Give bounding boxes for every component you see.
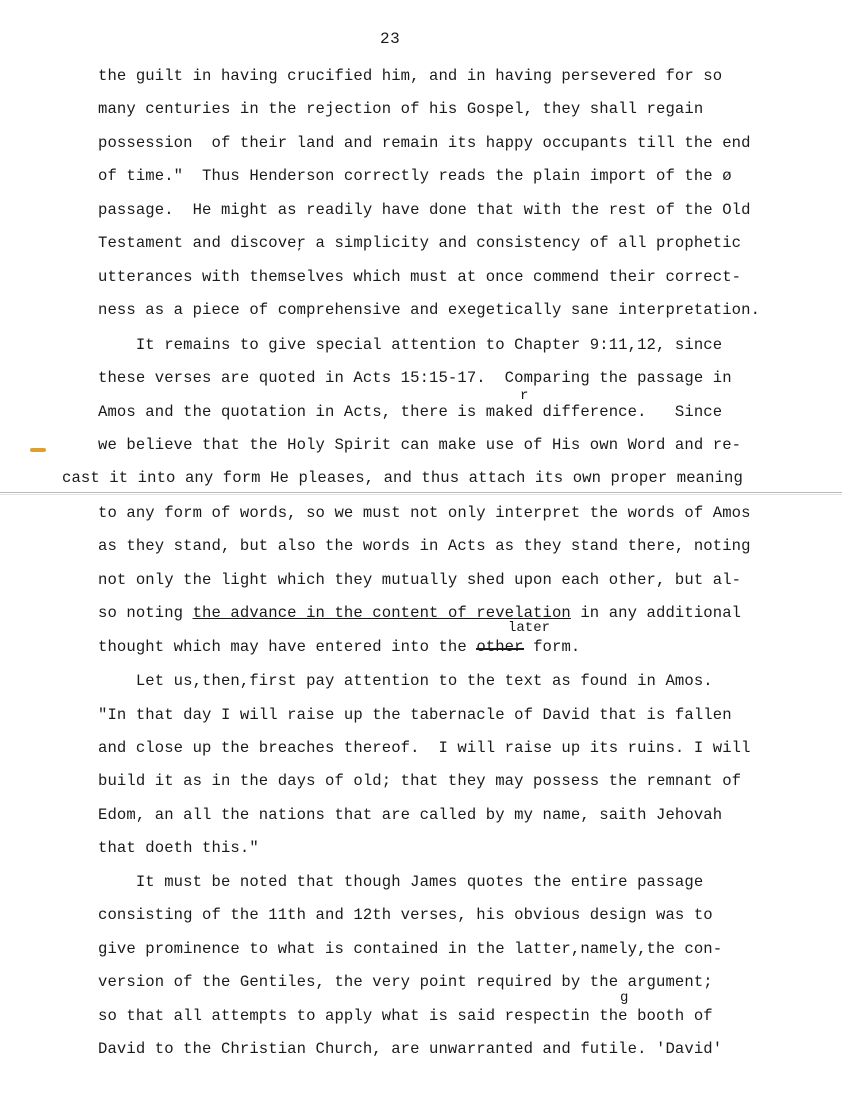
text-line: passage. He might as readily have done that with the rest of the Old: [98, 201, 751, 219]
text-line: ness as a piece of comprehensive and exegetically sane interpretation.: [98, 301, 761, 319]
text-line: build it as in the days of old; that they may possess the remnant of: [98, 772, 742, 790]
underlined-phrase: the advance in the content of revelation: [192, 604, 571, 622]
text-line: David to the Christian Church, are unwarranted and futile. 'David': [98, 1040, 723, 1058]
text-line: many centuries in the rejection of his Gospel, they shall regain: [98, 100, 704, 118]
text-line: Edom, an all the nations that are called by my name, saith Jehovah: [98, 806, 723, 824]
handwritten-insertion-r: r: [520, 388, 529, 404]
text-line: Amos and the quotation in Acts, there is maked difference. Since: [98, 403, 723, 421]
text-line: Let us,then,first pay attention to the text as found in Amos.: [98, 672, 713, 690]
text-segment: so noting: [98, 604, 193, 622]
text-segment: thought which may have entered into the: [98, 638, 477, 656]
text-segment: form.: [523, 638, 581, 656]
text-line: Testament and discoveŗ a simplicity and consistency of all prophetic: [98, 234, 742, 252]
text-line: as they stand, but also the words in Acts as they stand there, noting: [98, 537, 751, 555]
text-line: not only the light which they mutually shed upon each other, but al-: [98, 571, 742, 589]
text-line: give prominence to what is contained in the latter,namely,the con-: [98, 940, 723, 958]
text-line: these verses are quoted in Acts 15:15-17. Comparing the passage in: [98, 369, 732, 387]
text-line: of time." Thus Henderson correctly reads the plain import of the ø: [98, 167, 732, 185]
text-line: the guilt in having crucified him, and in having persevered for so: [98, 67, 723, 85]
text-line: to any form of words, so we must not only interpret the words of Amos: [98, 504, 751, 522]
handwritten-insertion-g: g: [620, 990, 629, 1006]
struck-word: other: [476, 638, 524, 656]
text-line: It remains to give special attention to Chapter 9:11,12, since: [98, 336, 723, 354]
text-line: utterances with themselves which must at once commend their correct-: [98, 268, 742, 286]
text-segment: in any additional: [570, 604, 742, 622]
text-line-with-strike: [98, 637, 580, 657]
text-line: cast it into any form He pleases, and thus attach its own proper meaning: [62, 469, 743, 487]
typed-insertion-later: later: [508, 620, 551, 636]
text-line: we believe that the Holy Spirit can make use of His own Word and re-: [98, 436, 742, 454]
text-line: It must be noted that though James quotes the entire passage: [98, 873, 704, 891]
text-line-underlined: [98, 603, 741, 623]
text-line: consisting of the 11th and 12th verses, his obvious design was to: [98, 906, 713, 924]
page-number: 23: [380, 30, 401, 48]
fold-line: [0, 492, 842, 493]
text-line: "In that day I will raise up the tabernacle of David that is fallen: [98, 706, 732, 724]
fold-line-shadow: [0, 494, 842, 495]
orange-margin-mark: [30, 448, 46, 452]
text-line: version of the Gentiles, the very point required by the argument;: [98, 973, 713, 991]
text-line: so that all attempts to apply what is said respectin the booth of: [98, 1007, 713, 1025]
text-line: and close up the breaches thereof. I will raise up its ruins. I will: [98, 739, 751, 757]
text-line: that doeth this.": [98, 839, 259, 857]
text-line: possession of their land and remain its happy occupants till the end: [98, 134, 751, 152]
